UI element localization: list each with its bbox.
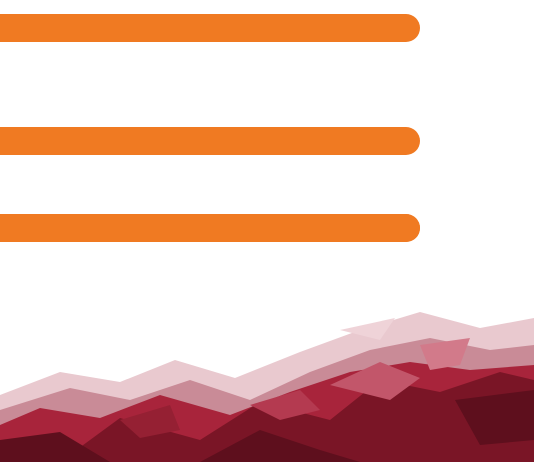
section-header-bar	[0, 214, 420, 242]
section-header-bar	[0, 127, 420, 155]
section-header-bar	[0, 14, 420, 42]
